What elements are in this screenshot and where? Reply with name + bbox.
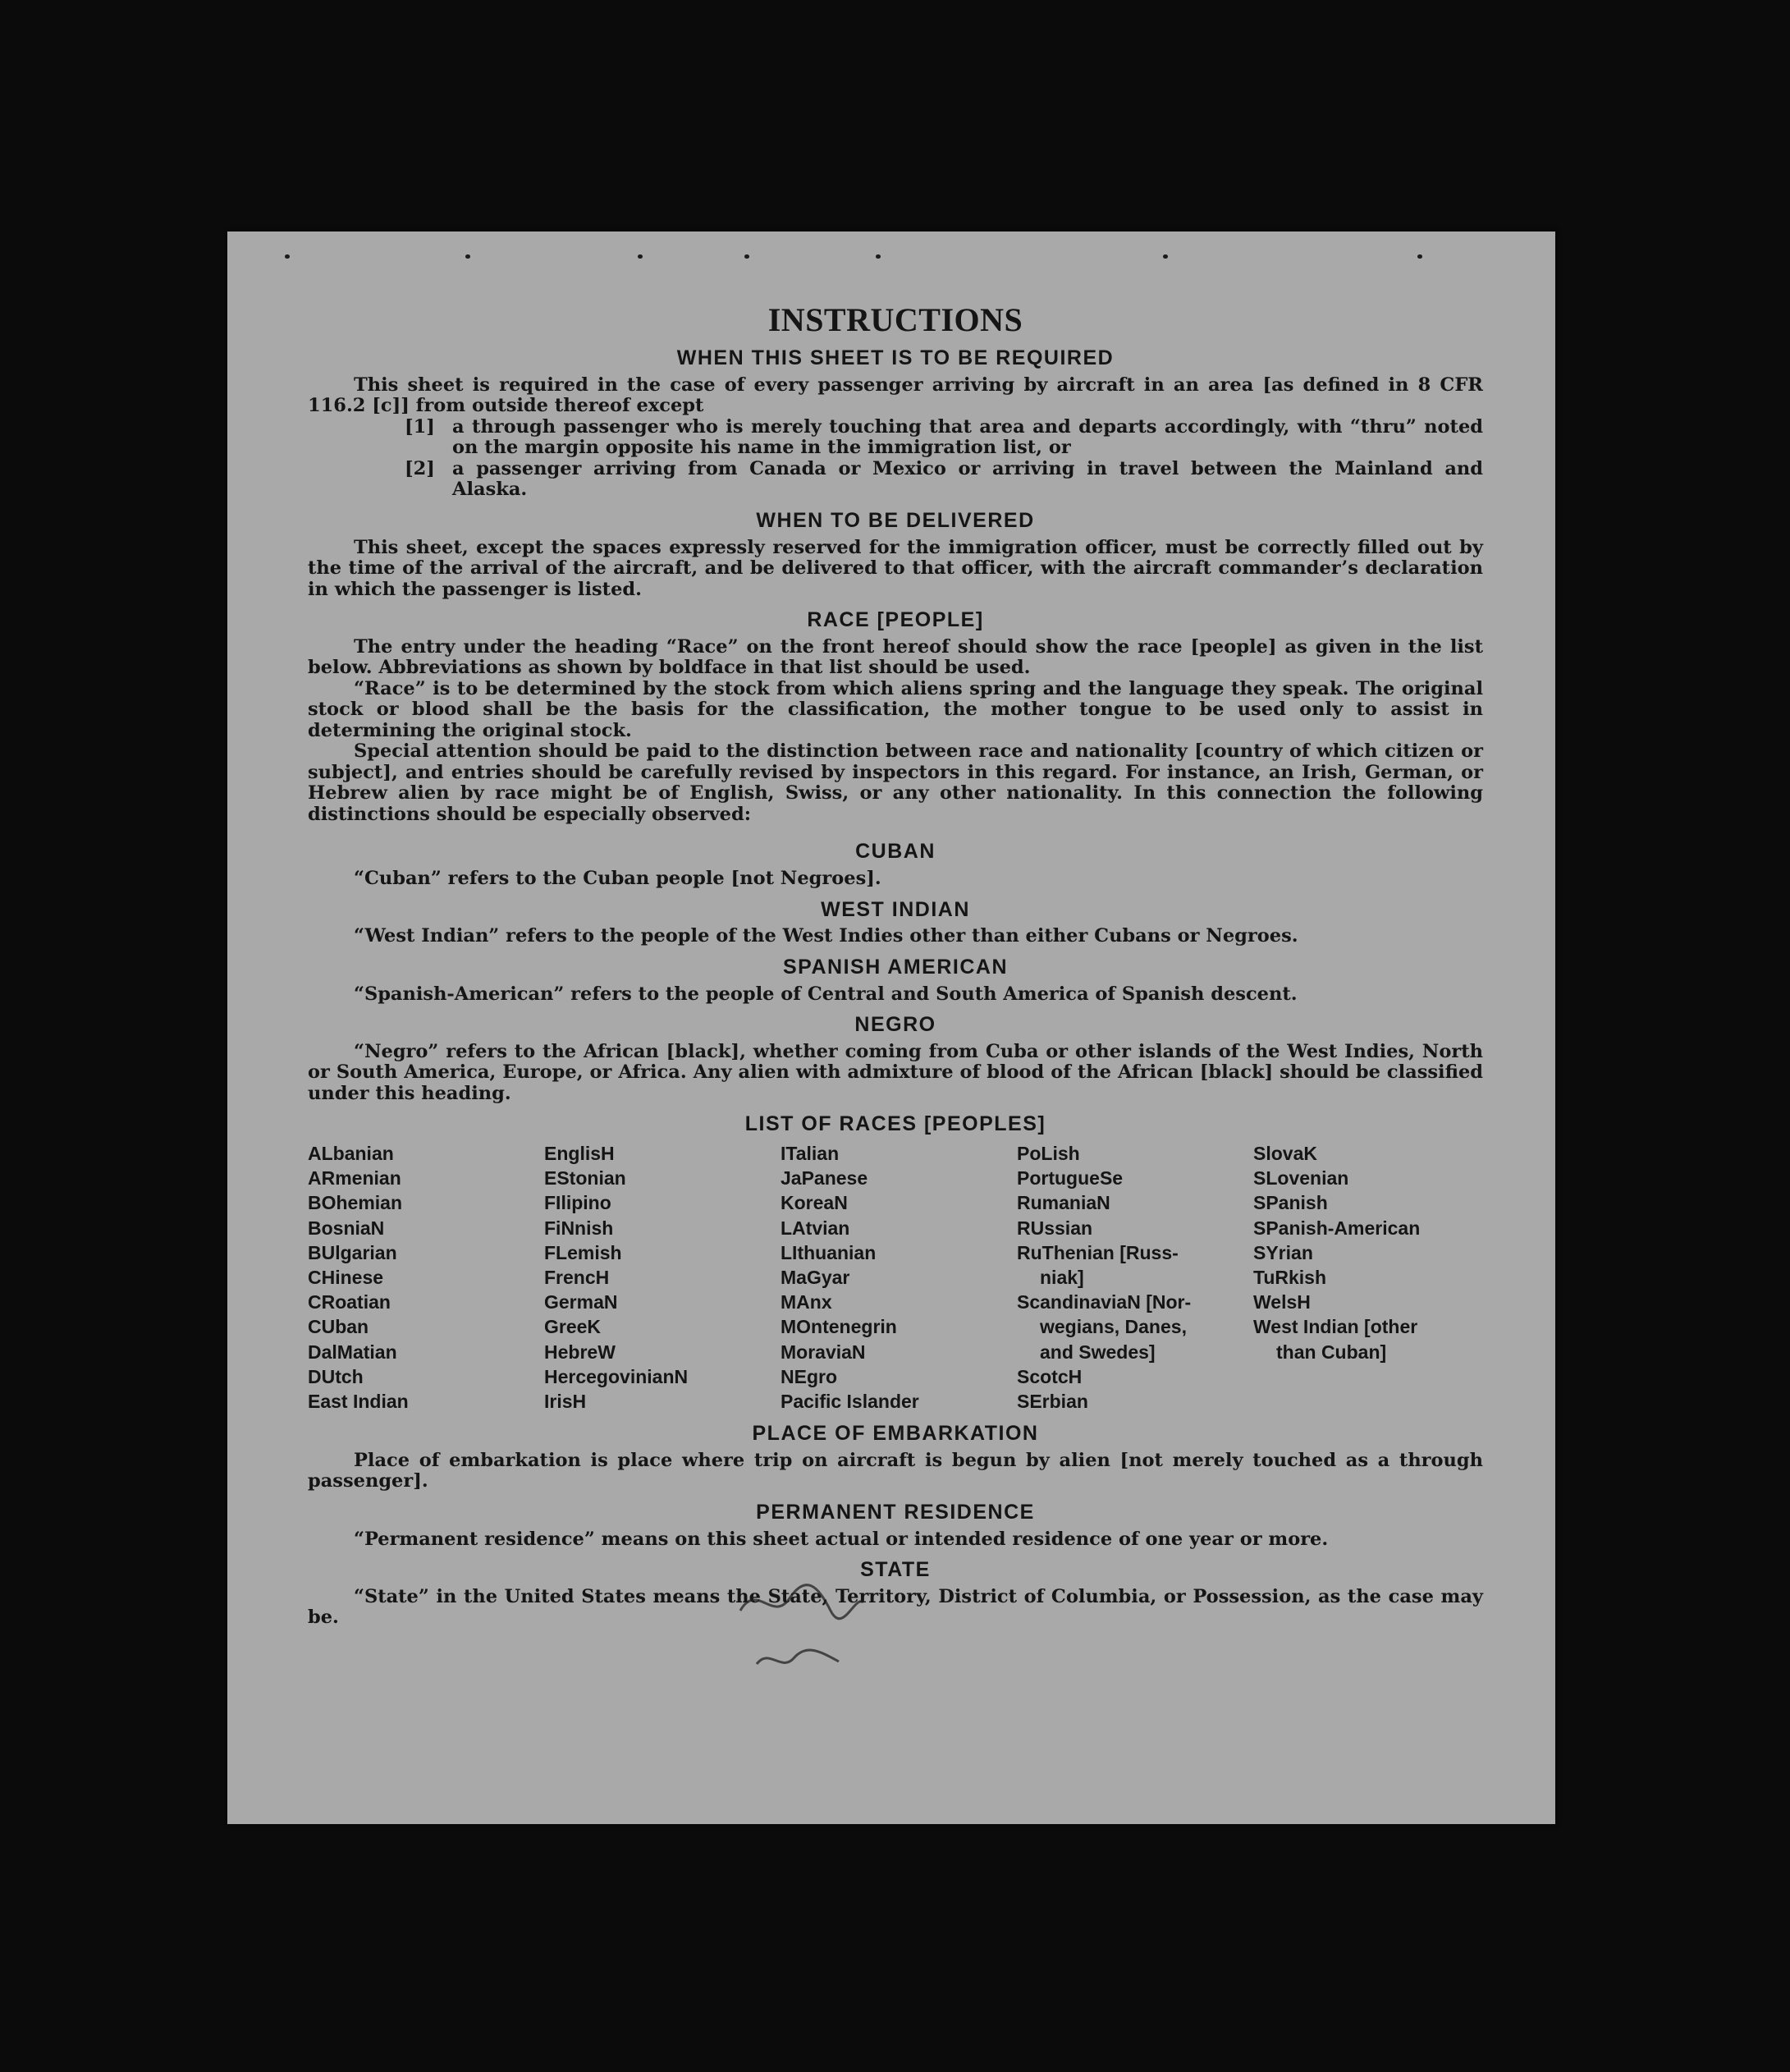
race-entry: EnglisH [544,1143,615,1164]
punch-hole [638,254,643,259]
race-entry: BosniaN [308,1217,385,1239]
section-heading-required: WHEN THIS SHEET IS TO BE REQUIRED [676,346,1115,369]
race-paragraph-3: Special attention should be paid to the distinction between race and nationality [country of which citizen or subject], and entries should be carefully revised by inspectors in this regard. For instance, an Irish, German, or Hebrew alien by race might be of English, Swiss, or any other nationality. In this connection the following distinctions should be especially observed: [308,740,1483,825]
punch-holes [285,254,1491,263]
races-column-3 [781,1141,1010,1414]
race-entry-continuation: and Swedes] [1040,1341,1156,1363]
cuban-text: “Cuban” refers to the Cuban people [not Negroes]. [354,868,881,889]
race-entry: PortugueSe [1017,1167,1124,1190]
races-column-1 [308,1141,538,1414]
race-entry: KoreaN [781,1192,848,1214]
state-text: “State” in the United States means the State, Territory, District of Columbia, or Possession, as the case may be. [308,1585,1483,1629]
list-item-number: [1] [405,415,435,438]
list-item [405,459,1483,501]
punch-hole [1163,254,1168,259]
race-entry: MAnx [781,1291,832,1313]
race-entry: BUlgarian [308,1241,397,1263]
race-entry: West Indian [other [1253,1316,1418,1338]
punch-hole [744,254,749,259]
section-heading-spanish-american: SPANISH AMERICAN [782,955,1008,979]
page-title: INSTRUCTIONS [767,301,1023,338]
negro-text: “Negro” refers to the African [black], whether coming from Cuba or other islands of the West Indies, North or South America, Europe, or Africa. Any alien with admixture of blood of the African [black] should be classified under this heading. [308,1040,1483,1104]
section-heading-west-indian: WEST INDIAN [821,897,970,921]
punch-hole [285,254,290,259]
west-indian-text: “West Indian” refers to the people of the West Indies other than either Cubans or Negroes. [354,925,1298,947]
race-entry: SLovenian [1253,1167,1349,1190]
punch-hole [465,254,470,259]
section-heading-delivered: WHEN TO BE DELIVERED [756,508,1035,532]
race-entry: MOntenegrin [781,1316,897,1338]
race-entry: RUssian [1017,1217,1093,1239]
race-entry-continuation: wegians, Danes, [1040,1316,1187,1338]
punch-hole [1417,254,1422,259]
races-column-5 [1253,1141,1483,1414]
required-intro: This sheet is required in the case of every passenger arriving by aircraft in an area [as defined in 8 CFR 116.2 [c]] from outside thereof except [308,374,1483,417]
punch-hole [876,254,881,259]
race-entry: BOhemian [308,1192,403,1214]
race-entry: Pacific Islander [781,1391,919,1413]
race-entry: JaPanese [781,1167,868,1190]
race-entry: LAtvian [781,1217,850,1239]
race-entry: PoLish [1017,1143,1080,1164]
section-heading-residence: PERMANENT RESIDENCE [756,1500,1035,1524]
race-entry: ALbanian [308,1143,394,1164]
race-entry: FLemish [544,1241,622,1263]
race-entry: CRoatian [308,1291,391,1313]
race-entry: TuRkish [1253,1267,1327,1289]
delivered-text: This sheet, except the spaces expressly reserved for the immigration officer, must be correctly filled out by the time of the arrival of the aircraft, and be delivered to that officer, with the aircraft commander’s declaration in which the passenger is listed. [308,536,1483,600]
document-sheet [227,231,1555,1824]
race-entry: RumaniaN [1017,1192,1110,1214]
race-entry: SPanish-American [1253,1217,1421,1239]
races-column-4 [1017,1141,1247,1414]
race-entry: FrencH [544,1267,610,1289]
races-column-2 [544,1141,774,1414]
race-entry: HercegovinianN [544,1365,689,1387]
race-entry: WelsH [1253,1291,1311,1313]
race-entry: ScandinaviaN [Nor- [1017,1291,1192,1313]
race-entry: SlovaK [1253,1143,1317,1164]
race-entry: MoraviaN [781,1341,866,1363]
race-entry: MaGyar [781,1267,850,1289]
race-entry: GreeK [544,1316,602,1338]
race-entry: LIthuanian [781,1241,877,1263]
race-entry: FIlipino [544,1192,611,1214]
section-heading-negro: NEGRO [854,1013,936,1036]
races-list [308,1141,1483,1414]
list-item [405,417,1483,459]
race-entry: CUban [308,1316,369,1338]
list-item-text: a passenger arriving from Canada or Mexico or arriving in travel between the Mainland and Alaska. [452,457,1483,501]
race-entry: HebreW [544,1341,616,1363]
race-entry: SYrian [1253,1241,1313,1263]
race-entry: GermaN [544,1291,618,1313]
race-entry: ARmenian [308,1167,401,1190]
instructions-text [308,302,1483,1629]
race-paragraph-2: “Race” is to be determined by the stock from which aliens spring and the language they speak. The original stock or blood shall be the basis for the classification, the mother tongue to be used only to assist in determining the original stock. [308,677,1483,741]
spanish-american-text: “Spanish-American” refers to the people of Central and South America of Spanish descent. [354,983,1298,1005]
list-item-number: [2] [405,457,435,479]
race-entry: ScotcH [1017,1365,1083,1387]
race-paragraph-1: The entry under the heading “Race” on the front hereof should show the race [people] as given in the list below. Abbreviations as shown by boldface in that list should be used. [308,635,1483,679]
race-entry: EStonian [544,1167,626,1190]
handwriting-mark [753,1643,843,1676]
race-entry: NEgro [781,1365,837,1387]
race-entry: IrisH [544,1391,587,1413]
race-entry: ITalian [781,1143,840,1164]
race-entry: FiNnish [544,1217,614,1239]
race-entry: CHinese [308,1267,384,1289]
race-entry: RuThenian [Russ- [1017,1241,1179,1263]
race-entry-continuation: than Cuban] [1276,1341,1387,1363]
section-heading-state: STATE [860,1558,931,1582]
list-item-text: a through passenger who is merely touching that area and departs accordingly, with “thru” noted on the margin opposite his name in the immigration list, or [452,415,1483,459]
residence-text: “Permanent residence” means on this sheet actual or intended residence of one year or more. [354,1528,1329,1550]
section-heading-race: RACE [PEOPLE] [807,608,984,631]
race-entry: SErbian [1017,1391,1088,1413]
race-entry: East Indian [308,1391,409,1413]
section-heading-embarkation: PLACE OF EMBARKATION [752,1422,1039,1446]
embarkation-text: Place of embarkation is place where trip on aircraft is begun by alien [not merely touched as a through passenger]. [308,1449,1483,1492]
race-entry: SPanish [1253,1192,1328,1214]
race-entry: DalMatian [308,1341,397,1363]
race-entry-continuation: niak] [1040,1267,1084,1289]
race-entry: DUtch [308,1365,364,1387]
section-heading-races-list: LIST OF RACES [PEOPLES] [744,1112,1046,1136]
section-heading-cuban: CUBAN [855,840,936,864]
